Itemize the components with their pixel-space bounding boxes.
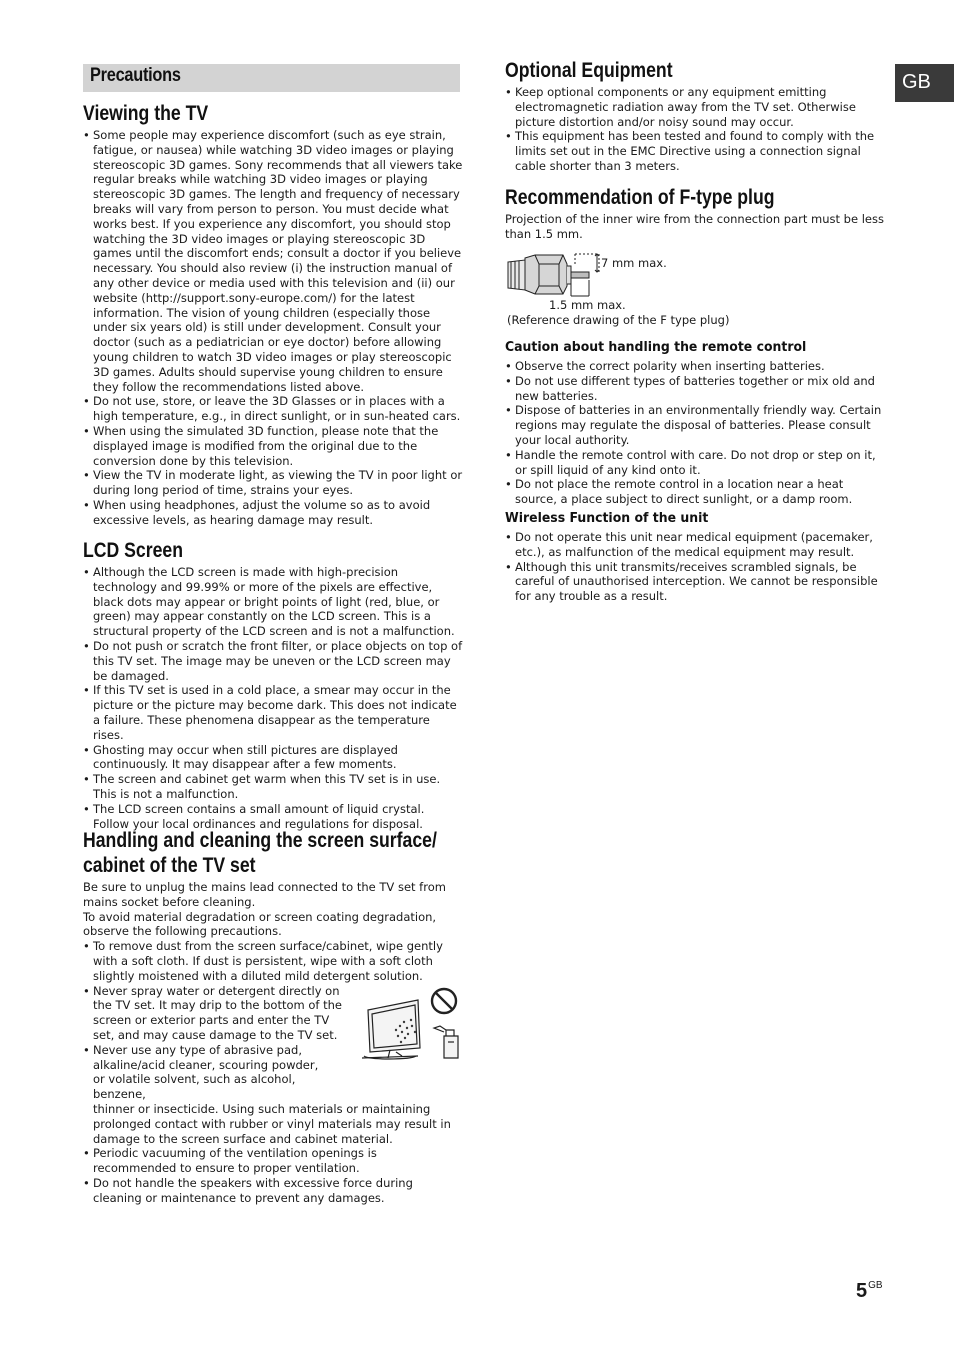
- handling-list: [83, 939, 463, 1205]
- optional-heading: Optional Equipment: [505, 59, 673, 82]
- page-number-suffix: GB: [868, 1280, 883, 1291]
- list-item: • Handle the remote control with care. Do not drop or step on it, or spill liquid of any kind onto it.: [505, 448, 885, 478]
- list-item: • This equipment has been tested and found to comply with the limits set out in the EMC Directive using a connection signal cable shorter than 3 meters.: [505, 129, 885, 173]
- list-item: • Never spray water or detergent directly on the TV set. It may drip to the bottom of the screen or exterior parts and enter the TV set, and may cause damage to the TV set.: [83, 984, 343, 1043]
- optional-list: [505, 85, 885, 174]
- list-item: • Keep optional components or any equipment emitting electromagnetic radiation away from the TV set. Otherwise picture distortion and/or noisy sound may occur.: [505, 85, 885, 129]
- list-item: • To remove dust from the screen surface/cabinet, wipe gently with a soft cloth. If dust is persistent, wipe with a soft cloth slightly moistened with a diluted mild detergent solution.: [83, 939, 463, 983]
- list-item: • The LCD screen contains a small amount of liquid crystal. Follow your local ordinances and regulations for disposal.: [83, 802, 463, 832]
- banner-title: Precautions: [90, 65, 181, 86]
- handling-intro-1: Be sure to unplug the mains lead connected to the TV set from mains socket before cleaning.: [83, 880, 446, 909]
- wireless-heading: Wireless Function of the unit: [505, 511, 709, 526]
- label-7mm: 7 mm max.: [601, 256, 667, 270]
- no-spray-illustration: [360, 986, 462, 1062]
- handling-intro-2: To avoid material degradation or screen coating degradation, observe the following precautions.: [83, 909, 437, 939]
- lcd-section: [83, 565, 463, 831]
- fplug-section: [505, 212, 885, 242]
- list-item: • Ghosting may occur when still pictures are displayed continuously. It may disappear after a few moments.: [83, 743, 463, 773]
- handling-heading-line1: Handling and cleaning the screen surface/: [83, 829, 437, 852]
- list-item: • Some people may experience discomfort (such as eye strain, fatigue, or nausea) while watching 3D video images or playing stereoscopic 3D games. Sony recommends that all viewers take regular breaks while watching 3D video images or playing stereoscopic 3D games. The length and frequency of necessary breaks will vary from person to person. You must decide what works best. If you experience any discomfort, you should stop watching the 3D video images or playing stereoscopic 3D games until the discomfort ends; consult a doctor if you believe necessary. You should also review (i) the instruction manual of any other device or media used with this television and (ii) our website (http://support.sony-europe.com/) for the latest information. The vision of young children (especially those under six years old) is still under development. Consult your doctor (such as a pediatrician or eye doctor) before allowing young children to watch 3D video images or play stereoscopic 3D games. Adults should supervise young children to ensure they follow the recommendations listed above.: [83, 128, 463, 394]
- list-item: • Do not handle the speakers with excessive force during cleaning or maintenance to prevent any damages.: [83, 1176, 463, 1206]
- list-item: • When using headphones, adjust the volume so as to avoid excessive levels, as hearing damage may result.: [83, 498, 463, 528]
- list-item: • When using the simulated 3D function, please note that the displayed image is modified from the original due to the conversion done by this television.: [83, 424, 463, 468]
- list-item: • Do not operate this unit near medical equipment (pacemaker, etc.), as malfunction of the medical equipment may result.: [505, 530, 885, 560]
- remote-heading: Caution about handling the remote control: [505, 340, 807, 355]
- page-number: [856, 1280, 883, 1303]
- page-number-value: 5: [856, 1280, 868, 1302]
- fplug-heading: Recommendation of F-type plug: [505, 186, 775, 209]
- lcd-list: [83, 565, 463, 831]
- list-item: • If this TV set is used in a cold place, a smear may occur in the picture or the picture may become dark. This does not indicate a failure. These phenomena disappear as the temperature rises.: [83, 683, 463, 742]
- remote-list: [505, 359, 885, 507]
- language-tab: [895, 64, 954, 102]
- list-item: • Do not use different types of batteries together or mix old and new batteries.: [505, 374, 885, 404]
- list-item: • Dispose of batteries in an environmentally friendly way. Certain regions may regulate the disposal of batteries. Please consult your local authority.: [505, 403, 885, 447]
- label-1-5mm: 1.5 mm max.: [549, 298, 626, 312]
- section-banner: [83, 64, 460, 92]
- lcd-heading: LCD Screen: [83, 539, 183, 562]
- list-item: • Do not use, store, or leave the 3D Glasses or in places with a high temperature, e.g., in direct sunlight, or in sun-heated cars.: [83, 394, 463, 424]
- list-item-text-narrow: • Never use any type of abrasive pad, alkaline/acid cleaner, scouring powder, or volatile solvent, such as alcohol, benzene,: [93, 1042, 319, 1102]
- wireless-section: [505, 530, 885, 604]
- list-item: • Do not place the remote control in a location near a heat source, a place subject to direct sunlight, or a damp room.: [505, 477, 885, 507]
- list-item: • Although the LCD screen is made with high-precision technology and 99.99% or more of the pixels are effective, black dots may appear or bright points of light (red, blue, or green) may appear constantly on the LCD screen. This is a structural property of the LCD screen and is not a malfunction.: [83, 565, 463, 639]
- list-item: • Although this unit transmits/receives scrambled signals, be careful of unauthorised interception. We cannot be responsible for any trouble as a result.: [505, 560, 885, 604]
- language-tab-label: GB: [902, 71, 931, 93]
- list-item: • View the TV in moderate light, as viewing the TV in poor light or during long period of time, strains your eyes.: [83, 468, 463, 498]
- list-item: • Periodic vacuuming of the ventilation openings is recommended to ensure to proper ventilation.: [83, 1146, 463, 1176]
- viewing-list: [83, 128, 463, 528]
- wireless-list: [505, 530, 885, 604]
- fplug-text: Projection of the inner wire from the connection part must be less than 1.5 mm.: [505, 212, 884, 241]
- fplug-caption: (Reference drawing of the F type plug): [507, 313, 730, 327]
- viewing-heading: Viewing the TV: [83, 102, 209, 125]
- viewing-section: [83, 128, 463, 528]
- remote-section: [505, 359, 885, 507]
- list-item: • Do not push or scratch the front filter, or place objects on top of this TV set. The image may be uneven or the LCD screen may be damaged.: [83, 639, 463, 683]
- list-item: • The screen and cabinet get warm when this TV set is in use. This is not a malfunction.: [83, 772, 463, 802]
- list-item-text-rest: thinner or insecticide. Using such materials or maintaining prolonged contact with rubber or vinyl materials may result in damage to the screen surface and cabinet material.: [93, 1101, 451, 1146]
- handling-heading-line2: cabinet of the TV set: [83, 854, 256, 877]
- optional-section: [505, 85, 885, 174]
- list-item: • Observe the correct polarity when inserting batteries.: [505, 359, 885, 374]
